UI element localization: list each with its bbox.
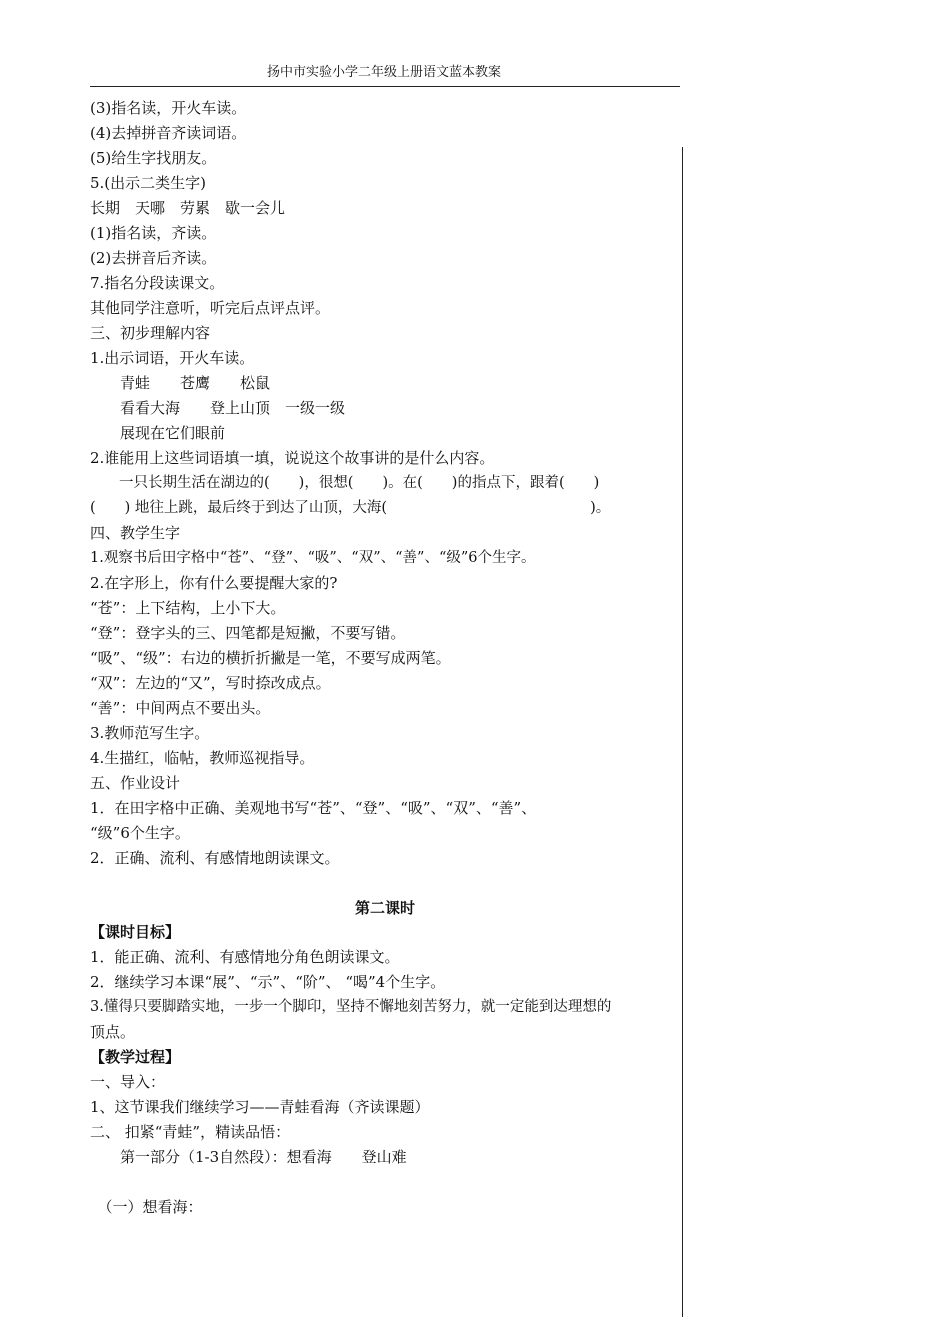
goal-item: 3.懂得只要脚踏实地，一步一个脚印，坚持不懈地刻苦努力，就一定能到达理想的 xyxy=(90,999,612,1015)
text-line: 7.指名分段读课文。 xyxy=(90,274,225,292)
text-line: (4)去掉拼音齐读词语。 xyxy=(90,124,247,142)
goal-item: 2．继续学习本课“展”、“示”、“阶”、 “喝”4个生字。 xyxy=(90,973,446,991)
process-item: 一、导入： xyxy=(90,1073,166,1091)
process-heading: 【教学过程】 xyxy=(90,1048,181,1066)
text-line: “登”：登字头的三、四笔都是短撇，不要写错。 xyxy=(90,624,406,642)
text-line: 1.观察书后田字格中“苍”、“登”、“吸”、“双”、“善”、“级”6个生字。 xyxy=(90,550,536,566)
text-line: “苍”：上下结构，上小下大。 xyxy=(90,599,286,617)
text-line: 青蛙 苍鹰 松鼠 xyxy=(90,374,271,392)
text-line: 一只长期生活在湖边的( )，很想( )。在( )的指点下，跟着( ) xyxy=(90,475,600,491)
text-line: 2.在字形上，你有什么要提醒大家的? xyxy=(90,574,338,592)
text-line: “双”：左边的“又”，写时捺改成点。 xyxy=(90,674,331,692)
text-line: 5.(出示二类生字) xyxy=(90,174,207,192)
text-line: 1．在田字格中正确、美观地书写“苍”、“登”、“吸”、“双”、“善”、 xyxy=(90,799,537,817)
text-line: 2．正确、流利、有感情地朗读课文。 xyxy=(90,849,340,867)
text-line: ( ) 地往上跳，最后终于到达了山顶，大海( )。 xyxy=(90,500,611,516)
process-item: 1、这节课我们继续学习——青蛙看海（齐读课题） xyxy=(90,1098,430,1116)
text-line: “善”：中间两点不要出头。 xyxy=(90,699,271,717)
goals-heading: 【课时目标】 xyxy=(90,923,181,941)
text-line: 展现在它们眼前 xyxy=(90,424,226,442)
section-heading: 四、教学生字 xyxy=(90,524,181,542)
text-line: (3)指名读，开火车读。 xyxy=(90,99,247,117)
text-line: (2)去拼音后齐读。 xyxy=(90,249,217,267)
goal-item: 顶点。 xyxy=(90,1023,136,1041)
process-item: 第一部分（1-3自然段）：想看海 登山难 xyxy=(90,1148,407,1166)
section-heading: 三、初步理解内容 xyxy=(90,324,211,342)
header-divider xyxy=(90,86,680,87)
section-heading: 五、作业设计 xyxy=(90,774,181,792)
text-line: 3.教师范写生字。 xyxy=(90,724,210,742)
text-line: (5)给生字找朋友。 xyxy=(90,149,217,167)
right-margin-rule xyxy=(682,147,683,1317)
text-line: 长期 天哪 劳累 歇一会儿 xyxy=(90,199,286,217)
text-line: (1)指名读，齐读。 xyxy=(90,224,217,242)
process-item: 二、 扣紧“青蛙”，精读品悟： xyxy=(90,1123,291,1141)
text-line: “吸”、“级”：右边的横折折撇是一笔，不要写成两笔。 xyxy=(90,649,451,667)
text-line: 其他同学注意听，听完后点评点评。 xyxy=(90,299,331,317)
text-line: 1.出示词语，开火车读。 xyxy=(90,349,255,367)
text-line: 2.谁能用上这些词语填一填，说说这个故事讲的是什么内容。 xyxy=(90,449,495,467)
text-line: 4.生描红，临帖，教师巡视指导。 xyxy=(90,749,315,767)
goal-item: 1．能正确、流利、有感情地分角色朗读课文。 xyxy=(90,948,400,966)
lesson-title: 第二课时 xyxy=(354,899,415,917)
page-header: 扬中市实验小学二年级上册语文蓝本教案 xyxy=(266,65,501,80)
text-line: 看看大海 登上山顶 一级一级 xyxy=(90,399,346,417)
process-item: （一）想看海： xyxy=(90,1198,203,1216)
text-line: “级”6个生字。 xyxy=(90,824,190,842)
